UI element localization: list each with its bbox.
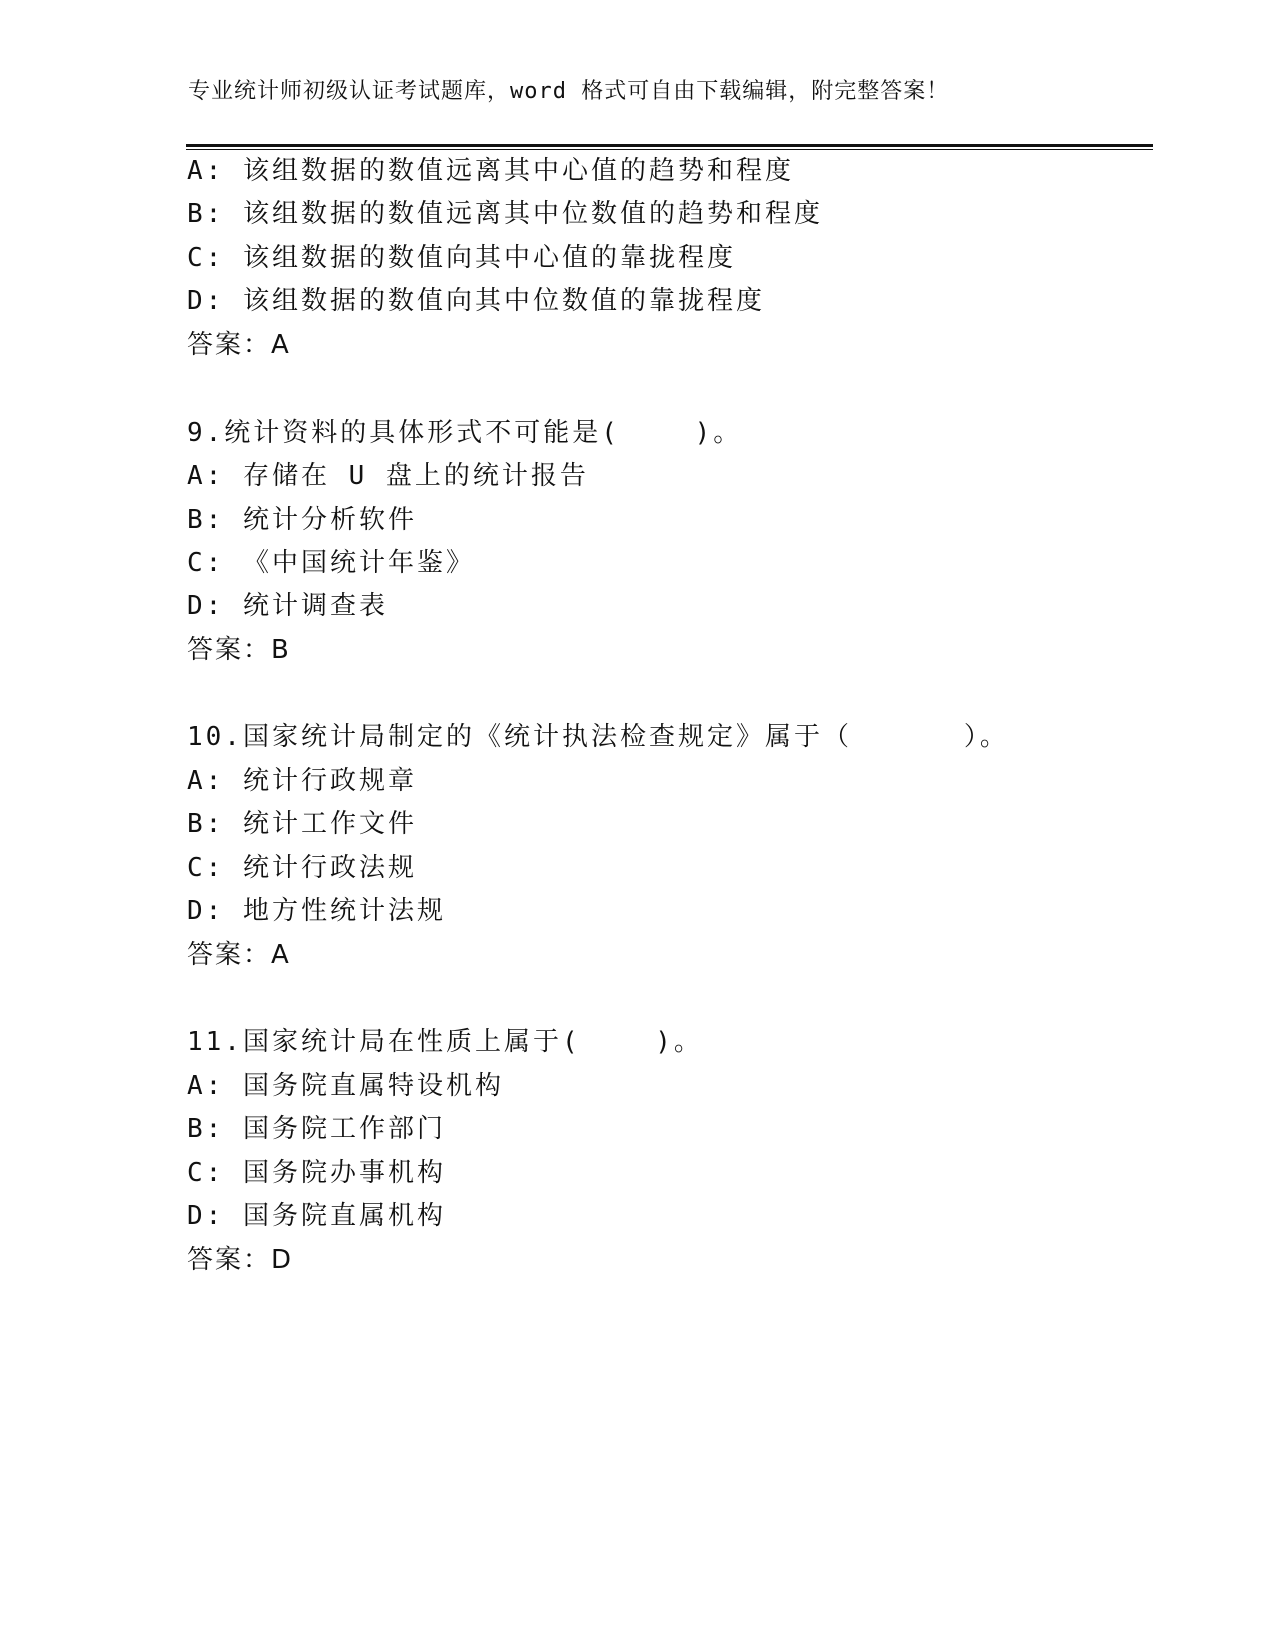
option-line: B: 统计分析软件 <box>187 505 417 535</box>
option-line: A: 国务院直属特设机构 <box>187 1071 504 1101</box>
answer-line: 答案：A <box>187 330 291 360</box>
question-stem: 10.国家统计局制定的《统计执法检查规定》属于（ ）。 <box>187 722 1009 752</box>
option-line: A: 该组数据的数值远离其中心值的趋势和程度 <box>187 156 794 186</box>
option-line: C: 该组数据的数值向其中心值的靠拢程度 <box>187 243 736 273</box>
option-line: C: 国务院办事机构 <box>187 1158 446 1188</box>
question-stem: 11.国家统计局在性质上属于( )。 <box>187 1027 703 1057</box>
answer-line: 答案：B <box>187 635 291 665</box>
page-header: 专业统计师初级认证考试题库，word 格式可自由下载编辑，附完整答案！ <box>188 79 950 104</box>
header-divider <box>186 144 1153 150</box>
option-line: C: 统计行政法规 <box>187 853 417 883</box>
option-line: C: 《中国统计年鉴》 <box>187 548 475 578</box>
option-line: B: 统计工作文件 <box>187 809 417 839</box>
option-line: A: 统计行政规章 <box>187 766 417 796</box>
option-line: A: 存储在 U 盘上的统计报告 <box>187 461 589 491</box>
answer-line: 答案：D <box>187 1245 294 1275</box>
answer-line: 答案：A <box>187 940 291 970</box>
option-line: D: 国务院直属机构 <box>187 1201 446 1231</box>
question-stem: 9.统计资料的具体形式不可能是( )。 <box>187 418 743 448</box>
option-line: B: 国务院工作部门 <box>187 1114 446 1144</box>
option-line: D: 该组数据的数值向其中位数值的靠拢程度 <box>187 286 765 316</box>
option-line: D: 地方性统计法规 <box>187 896 446 926</box>
option-line: B: 该组数据的数值远离其中位数值的趋势和程度 <box>187 199 823 229</box>
option-line: D: 统计调查表 <box>187 591 388 621</box>
